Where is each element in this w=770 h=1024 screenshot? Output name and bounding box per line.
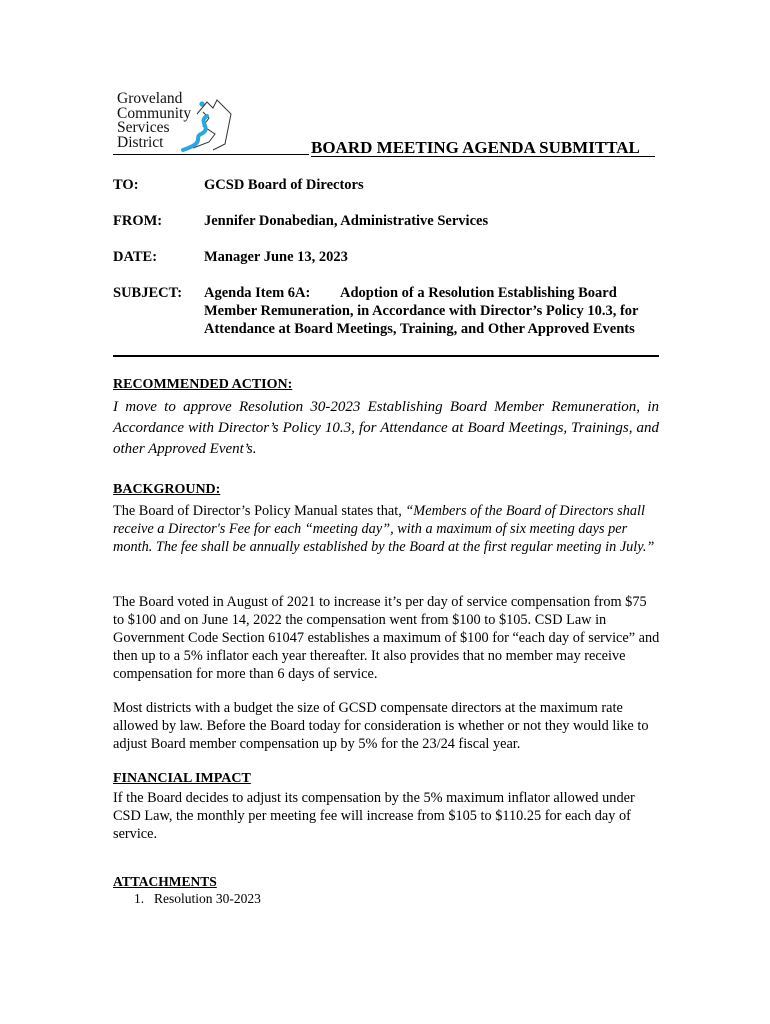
from-value: Jennifer Donabedian, Administrative Services <box>204 213 489 229</box>
to-value: GCSD Board of Directors <box>204 177 364 193</box>
financial-impact-text: If the Board decides to adjust its compensation by the 5% maximum inflator allowed under CSD Law, the monthly per meeting fee will increase from $105 to $110.25 for each day of service. <box>113 790 635 842</box>
date-label: DATE: <box>113 249 158 265</box>
background-p1-lead: The Board of Director’s Policy Manual states that, <box>113 503 406 519</box>
to-label: TO: <box>113 177 139 193</box>
background-heading: BACKGROUND: <box>113 482 221 497</box>
attachments-list <box>134 891 261 907</box>
title-underline <box>311 156 655 157</box>
background-paragraph-1 <box>113 502 661 556</box>
header-divider <box>113 355 659 357</box>
recommended-action-text: I move to approve Resolution 30-2023 Establishing Board Member Remuneration, in Accordance with Director’s Policy 10.3, for Attendance at Board Meetings, Trainings, and other Approved Event’s. <box>113 399 659 457</box>
policy-quote: “Members of the Board of Directors shall receive a Director's Fee for each “meeting day”, with a maximum of six meeting days per month. The fee shall be annually established by the Board at the first regular meeting in July.” <box>113 503 655 555</box>
recommended-action-heading: RECOMMENDED ACTION: <box>113 377 293 392</box>
mountain-river-icon <box>173 94 241 154</box>
logo-line-4: District <box>117 133 164 151</box>
attachment-number: 1. <box>134 891 145 906</box>
attachment-label: Resolution 30-2023 <box>154 891 261 906</box>
list-item <box>134 891 261 907</box>
date-value: Manager June 13, 2023 <box>204 249 348 265</box>
subject-text: Adoption of a Resolution Establishing Board Member Remuneration, in Accordance with Director’s Policy 10.3, for Attendance at Board Meetings, Training, and Other Approved Events <box>204 285 639 337</box>
gcsd-logo <box>113 92 243 156</box>
logo-divider <box>113 154 309 155</box>
subject-item: Agenda Item 6A: <box>204 285 311 301</box>
background-paragraph-3: Most districts with a budget the size of GCSD compensate directors at the maximum rate allowed by law. Before the Board today for consideration is whether or not they would like to adjust Board member compensation up by 5% for the 23/24 fiscal year. <box>113 700 649 752</box>
subject-value <box>204 284 664 338</box>
financial-impact-heading: FINANCIAL IMPACT <box>113 771 251 786</box>
background-paragraph-2: The Board voted in August of 2021 to increase it’s per day of service compensation from $75 to $100 and on June 14, 2022 the compensation went from $100 to $105. CSD Law in Government Code Section 61047 establishes a maximum of $100 for “each day of service” and then up to a 5% inflator each year thereafter. It also provides that no member may receive compensation for more than 6 days of service. <box>113 594 660 682</box>
logo-line-1: Groveland <box>117 90 183 107</box>
attachments-heading: ATTACHMENTS <box>113 874 217 889</box>
from-label: FROM: <box>113 213 163 229</box>
logo-line-3: Services <box>117 119 170 136</box>
logo-line-2: Community <box>117 104 192 122</box>
subject-label: SUBJECT: <box>113 285 183 301</box>
page-title: BOARD MEETING AGENDA SUBMITTAL <box>311 138 640 157</box>
